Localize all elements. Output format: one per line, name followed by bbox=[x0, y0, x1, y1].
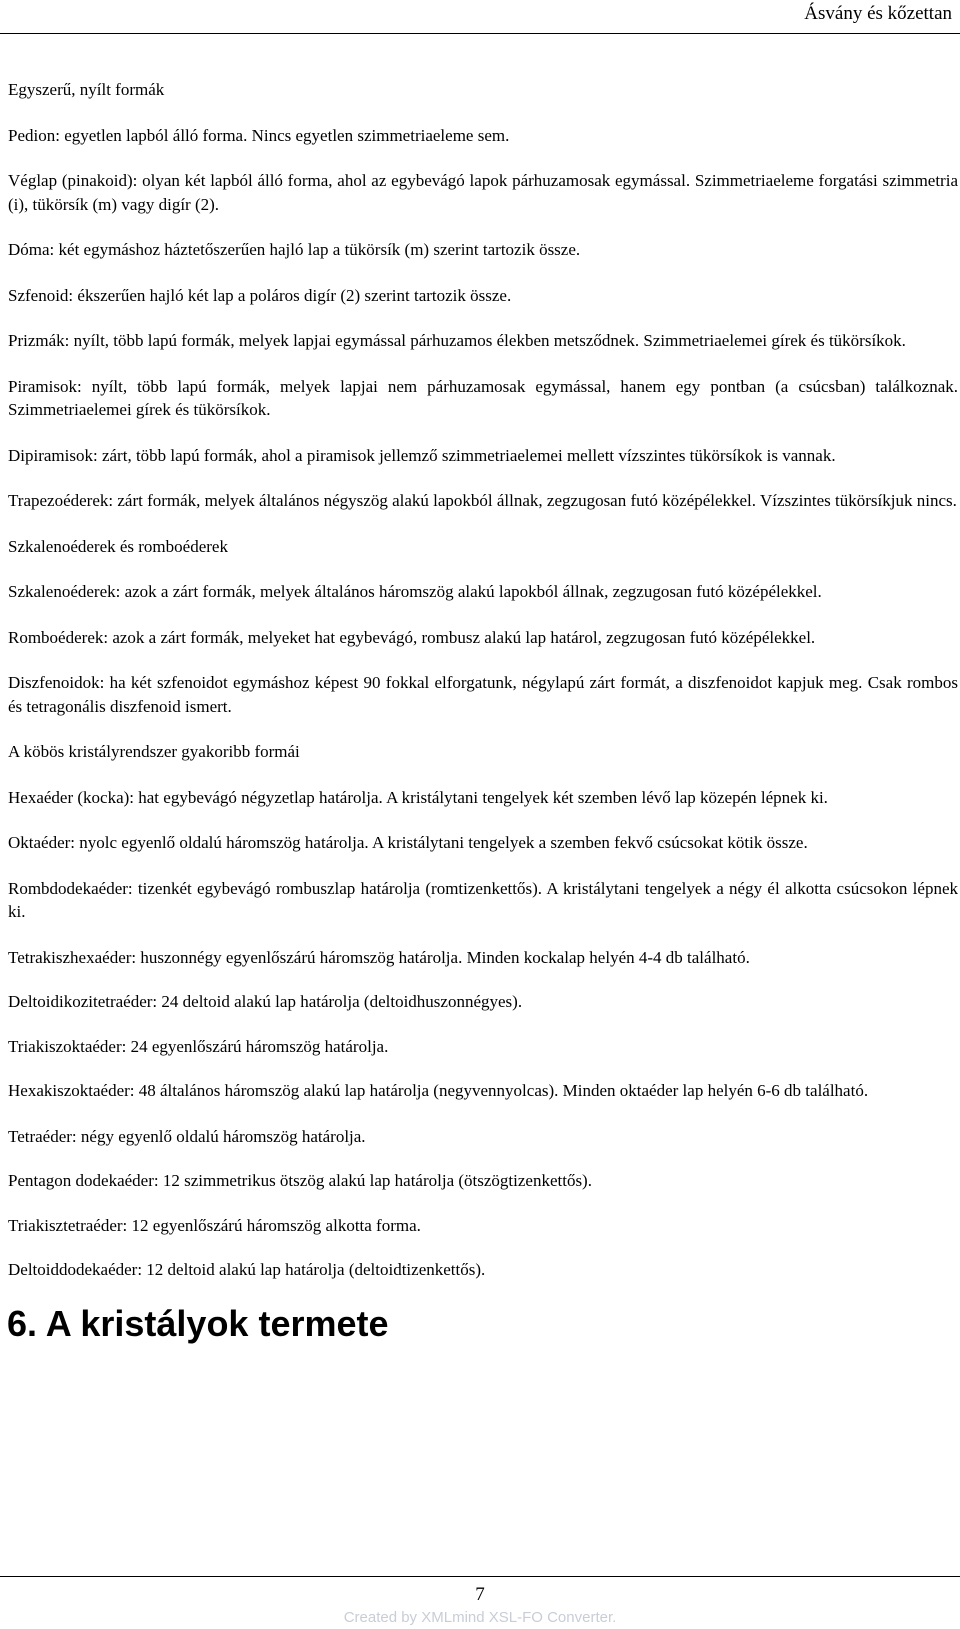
paragraph-rombdodekaeder: Rombdodekaéder: tizenkét egybevágó rombuszlap határolja (romtizenkettős). A kristálytani tengelyek a négy él alkotta csúcsokon lépnek ki. bbox=[8, 878, 958, 921]
paragraph-triakiszoktaeder: Triakiszoktaéder: 24 egyenlőszárú háromszög határolja. bbox=[8, 1036, 389, 1056]
paragraph-tetraeder: Tetraéder: négy egyenlő oldalú háromszög határolja. bbox=[8, 1126, 366, 1146]
page-header bbox=[0, 0, 960, 34]
paragraph-oktaeder: Oktaéder: nyolc egyenlő oldalú háromszög határolja. A kristálytani tengelyek a szemben fekvő csúcsokat kötik össze. bbox=[8, 833, 808, 852]
section-heading-simple-open-forms: Egyszerű, nyílt formák bbox=[8, 80, 165, 99]
page-footer bbox=[0, 1576, 960, 1626]
paragraph-doma: Dóma: két egymáshoz háztetőszerűen hajló lap a tükörsík (m) szerint tartozik össze. bbox=[8, 240, 581, 259]
paragraph-romboederek: Romboéderek: azok a zárt formák, melyeket hat egybevágó, rombusz alakú lap határol, zegzugosan futó középélekkel. bbox=[8, 627, 816, 647]
paragraph-deltoidikozitetraeder: Deltoidikozitetraéder: 24 deltoid alakú lap határolja (deltoidhuszonnégyes). bbox=[8, 992, 523, 1011]
running-header-title: Ásvány és kőzettan bbox=[804, 3, 952, 24]
section-heading-kobos: A köbös kristályrendszer gyakoribb formái bbox=[8, 742, 300, 761]
paragraph-hexaeder: Hexaéder (kocka): hat egybevágó négyzetlap határolja. A kristálytani tengelyek két szemben lévő lap közepén lépnek ki. bbox=[8, 787, 828, 807]
section-heading-szkalenoederek: Szkalenoéderek és romboéderek bbox=[8, 536, 228, 556]
paragraph-pedion: Pedion: egyetlen lapból álló forma. Nincs egyetlen szimmetriaeleme sem. bbox=[8, 125, 510, 145]
paragraph-pentagon-dodekaeder: Pentagon dodekaéder: 12 szimmetrikus ötszög alakú lap határolja (ötszögtizenkettős). bbox=[8, 1171, 592, 1190]
paragraph-szkalenoederek: Szkalenoéderek: azok a zárt formák, melyek általános háromszög alakú lapokból állnak, zegzugosan futó középélekkel. bbox=[8, 582, 822, 601]
page-number: 7 bbox=[475, 1584, 485, 1605]
paragraph-tetrakiszhexaeder: Tetrakiszhexaéder: huszonnégy egyenlőszárú háromszög határolja. Minden kockalap helyén 4-4 db található. bbox=[8, 947, 750, 967]
paragraph-dipiramisok: Dipiramisok: zárt, több lapú formák, ahol a piramisok jellemző szimmetriaelemei mellett vízszintes tükörsíkok is vannak. bbox=[8, 445, 836, 465]
converter-credit: Created by XMLmind XSL-FO Converter. bbox=[343, 1609, 617, 1626]
paragraph-deltoiddodekaeder: Deltoiddodekaéder: 12 deltoid alakú lap határolja (deltoidtizenkettős). bbox=[8, 1260, 486, 1279]
paragraph-prizmak: Prizmák: nyílt, több lapú formák, melyek lapjai egymással párhuzamos élekben metsződnek. Szimmetriaelemei gírek és tükörsíkok. bbox=[8, 331, 906, 350]
paragraph-szfenoid: Szfenoid: ékszerűen hajló két lap a poláros digír (2) szerint tartozik össze. bbox=[8, 285, 512, 305]
paragraph-hexakiszoktaeder: Hexakiszoktaéder: 48 általános háromszög alakú lap határolja (negyvennyolcas). Minden oktaéder lap helyén 6-6 db található. bbox=[8, 1081, 869, 1100]
chapter-heading: 6. A kristályok termete bbox=[7, 1302, 389, 1344]
paragraph-trapezoederek: Trapezoéderek: zárt formák, melyek általános négyszög alakú lapokból állnak, zegzugosan futó középélekkel. Vízszintes tükörsíkjuk nincs. bbox=[8, 491, 957, 510]
paragraph-triakisztetraeder: Triakisztetraéder: 12 egyenlőszárú háromszög alkotta forma. bbox=[8, 1215, 421, 1235]
paragraph-diszfenoidok: Diszfenoidok: ha két szfenoidot egymáshoz képest 90 fokkal elforgatunk, négylapú zárt formát, a diszfenoidot kapjuk meg. Csak rombos és tetragonális diszfenoid ismert. bbox=[8, 673, 958, 716]
paragraph-piramisok: Piramisok: nyílt, több lapú formák, melyek lapjai nem párhuzamosak egymással, hanem egy pontban (a csúcsban) találkoznak. Szimmetriaelemei gírek és tükörsíkok. bbox=[8, 376, 958, 419]
page-content bbox=[8, 78, 958, 1345]
paragraph-veglap: Véglap (pinakoid): olyan két lapból álló forma, ahol az egybevágó lapok párhuzamosak egymással. Szimmetriaeleme forgatási szimmetria (i), tükörsík (m) vagy digír (2). bbox=[8, 171, 958, 214]
